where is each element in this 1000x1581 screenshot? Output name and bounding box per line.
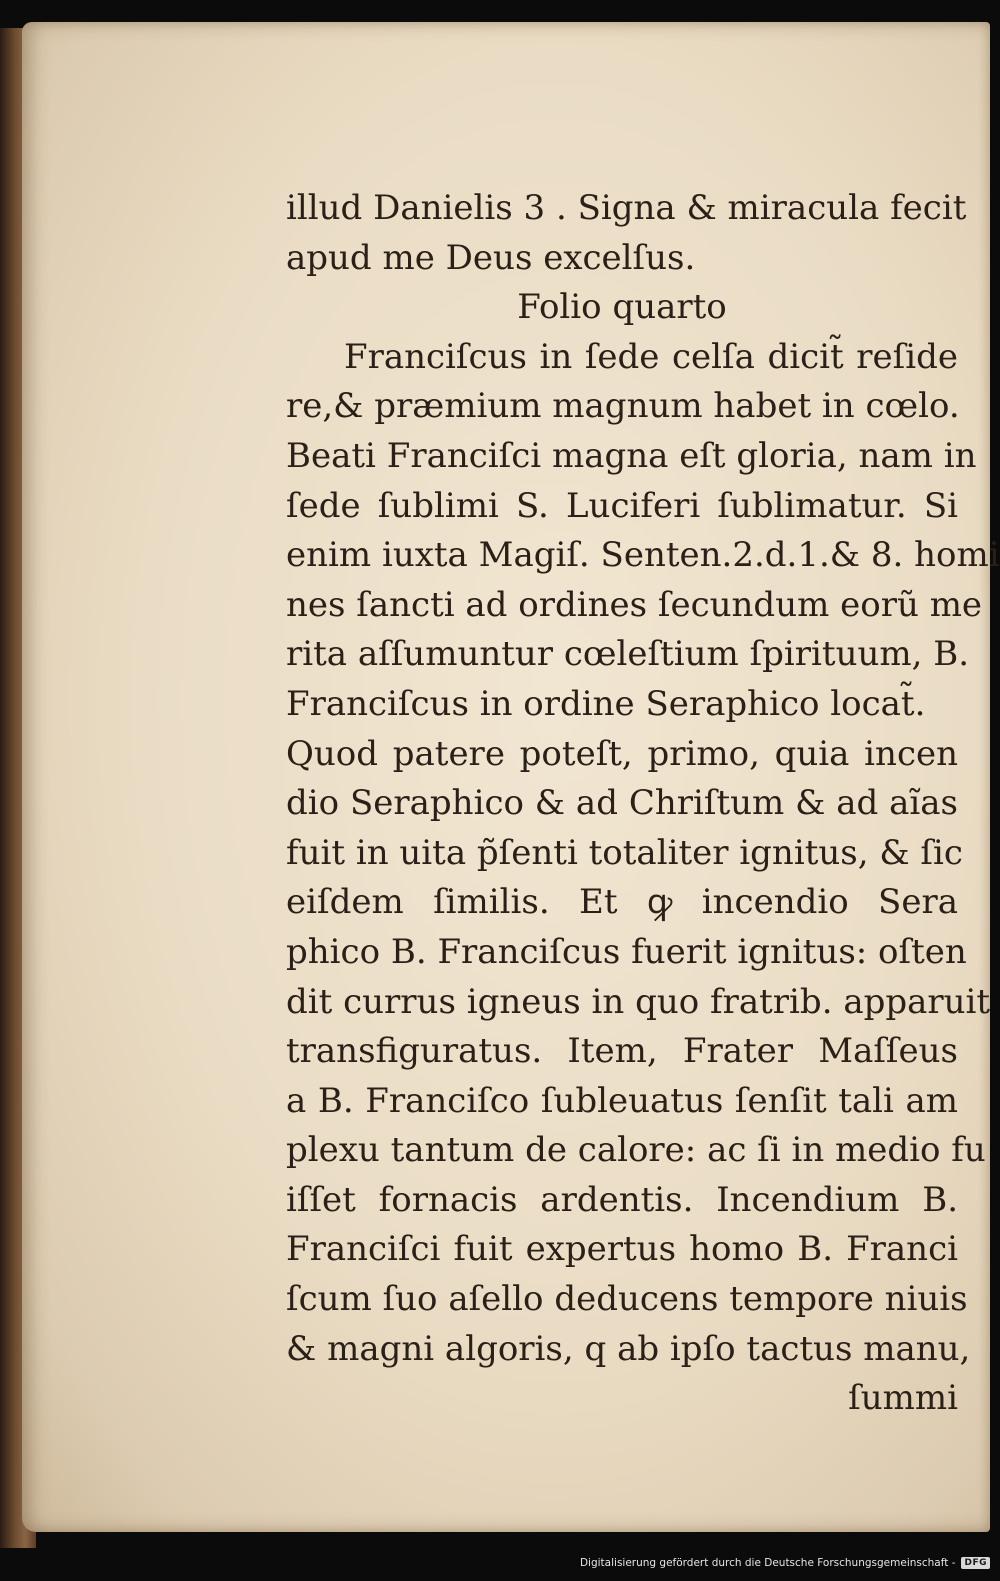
text-line: ſcum ſuo aſello deducens tempore niuis — [286, 1279, 968, 1320]
text-line: Quod patere poteſt, primo, quia incen — [286, 733, 958, 774]
text-line: dio Seraphico & ad Chriſtum & ad aĩas — [286, 783, 958, 824]
section-heading: Folio quarto — [517, 287, 727, 328]
text-line: enim iuxta Magiſ. Senten.2.d.1.& 8. homi — [286, 535, 1000, 576]
text-line: Franciſcus in ordine Seraphico locat̃. — [286, 683, 926, 724]
text-line: Beati Franciſci magna eſt gloria, nam in — [286, 435, 977, 476]
text-line: transfiguratus. Item, Frater Maſſeus — [286, 1031, 958, 1072]
text-line: rita aſſumuntur cœleſtium ſpirituum, B. — [286, 634, 970, 675]
text-line: iſſet fornacis ardentis. Incendium B. — [286, 1179, 958, 1220]
text-line: phico B. Franciſcus fuerit ignitus: oſten — [286, 931, 967, 972]
text-line: dit currus igneus in quo fratrib. apparuit — [286, 981, 991, 1022]
text-line: fuit in uita p̃ſenti totaliter ignitus, & ſic — [286, 832, 963, 873]
text-line: apud me Deus excelſus. — [286, 237, 696, 278]
catchword: ſummi — [848, 1378, 958, 1419]
credit-text: Digitalisierung gefördert durch die Deutsche Forschungsgemeinschaft - — [579, 1557, 956, 1569]
text-line: & magni algoris, q ab ipſo tactus manu, — [286, 1328, 971, 1369]
text-line: plexu tantum de calore: ac ſi in medio fu — [286, 1130, 986, 1171]
text-line: re,& præmium magnum habet in cœlo. — [286, 386, 960, 427]
text-line: nes ſancti ad ordines ſecundum eorũ me — [286, 584, 983, 625]
text-line: ſede ſublimi S. Luciferi ſublimatur. Si — [286, 485, 958, 526]
text-line: Franciſcus in ſede celſa dicit̃ reſide — [344, 336, 958, 377]
dfg-logo-icon: DFG — [961, 1557, 990, 1569]
page-text — [286, 184, 1000, 1424]
text-line: illud Danielis 3 . Signa & miracula fecit — [286, 188, 967, 228]
digitization-credit — [579, 1553, 990, 1573]
text-line: eiſdem ſimilis. Et ꝙ incendio Sera — [286, 882, 958, 923]
text-line: a B. Franciſco ſubleuatus ſenſit tali am — [286, 1080, 958, 1121]
text-line: Franciſci fuit expertus homo B. Franci — [286, 1229, 958, 1270]
